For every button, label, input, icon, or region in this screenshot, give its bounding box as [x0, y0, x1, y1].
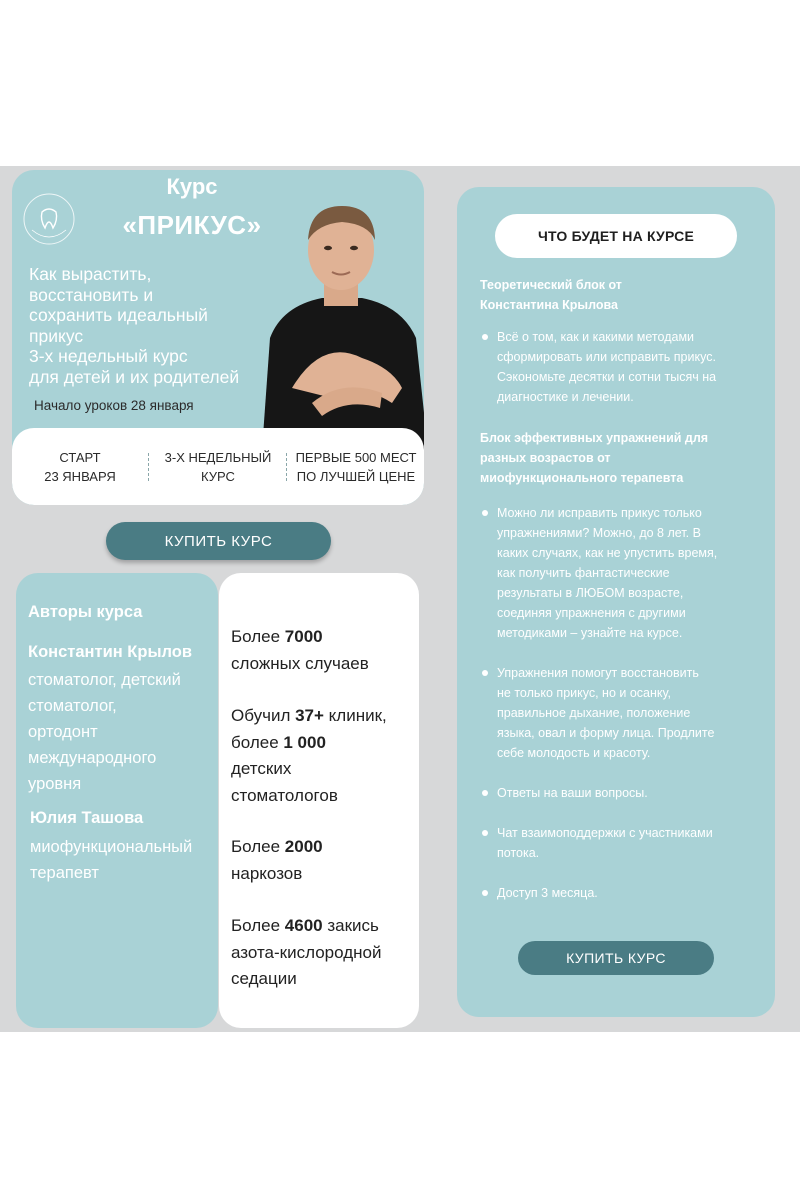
theory-heading: Теоретический блок от Константина Крылова	[480, 278, 622, 312]
achievement-training: Обучил 37+ клиник, более 1 000 детских стоматологов	[231, 706, 387, 805]
author1-role: стоматолог, детский стоматолог, ортодонт международного уровня	[28, 671, 181, 793]
start-note: Начало уроков 28 января	[34, 398, 194, 413]
author1-name: Константин Крылов	[28, 643, 193, 661]
hero-card	[12, 170, 424, 505]
bullet-dot-icon	[482, 790, 488, 796]
achievement-anesthesia: Более 2000 наркозов	[231, 837, 323, 883]
bullet-dot-icon	[482, 670, 488, 676]
program-bullet: Всё о том, как и какими методами сформировать или исправить прикус. Сэкономьте десятки и сотни тысяч на диагностике и лечении.	[480, 327, 770, 407]
authors-card	[16, 573, 218, 1028]
buy-course-button-secondary[interactable]: КУПИТЬ КУРС	[518, 941, 714, 975]
stat-offer: ПЕРВЫЕ 500 МЕСТ ПО ЛУЧШЕЙ ЦЕНЕ	[295, 449, 417, 484]
program-bullet: Можно ли исправить прикус только упражнениями? Можно, до 8 лет. В каких случаях, как не упустить время, как получить фантастические результаты в ЛЮБОМ возрасте, соединяя упражнения с другими методиками – узнайте на курсе.	[480, 503, 770, 643]
hero-description: Как вырастить, восстановить и сохранить идеальный прикус 3-х недельный курс для детей и их родителей	[29, 264, 240, 387]
authors-heading: Авторы курса	[28, 603, 143, 621]
author2-role: миофункциональный терапевт	[30, 838, 193, 882]
program-bullet: Чат взаимоподдержки с участниками потока.	[480, 823, 770, 863]
author2-name: Юлия Ташова	[30, 809, 144, 827]
achievement-sedation: Более 4600 закись азота-кислородной седации	[231, 916, 382, 988]
achievement-cases: Более 7000 сложных случаев	[231, 627, 369, 673]
stat-duration: 3-Х НЕДЕЛЬНЫЙ КУРС	[164, 449, 272, 484]
bullet-dot-icon	[482, 890, 488, 896]
program-bullet: Ответы на ваши вопросы.	[480, 783, 770, 803]
bullet-dot-icon	[482, 510, 488, 516]
bullet-dot-icon	[482, 334, 488, 340]
buy-course-button[interactable]: КУПИТЬ КУРС	[106, 522, 331, 560]
hero-kicker: Курс	[166, 174, 218, 199]
exercises-heading: Блок эффективных упражнений для разных возрастов от миофункционального терапевта	[480, 431, 709, 485]
course-program-panel	[457, 187, 775, 1017]
instructor-photo	[252, 188, 424, 450]
program-bullet: Упражнения помогут восстановить не только прикус, но и осанку, правильное дыхание, положение языка, овал и форму лица. Продлите себе молодость и красоту.	[480, 663, 770, 763]
course-stats	[12, 428, 424, 505]
panel-title: ЧТО БУДЕТ НА КУРСЕ	[495, 214, 737, 258]
achievements-card	[219, 573, 419, 1028]
stat-start: СТАРТ 23 ЯНВАРЯ	[44, 449, 116, 484]
hero-title: «ПРИКУС»	[122, 210, 262, 240]
bullet-dot-icon	[482, 830, 488, 836]
program-bullet: Доступ 3 месяца.	[480, 883, 770, 903]
